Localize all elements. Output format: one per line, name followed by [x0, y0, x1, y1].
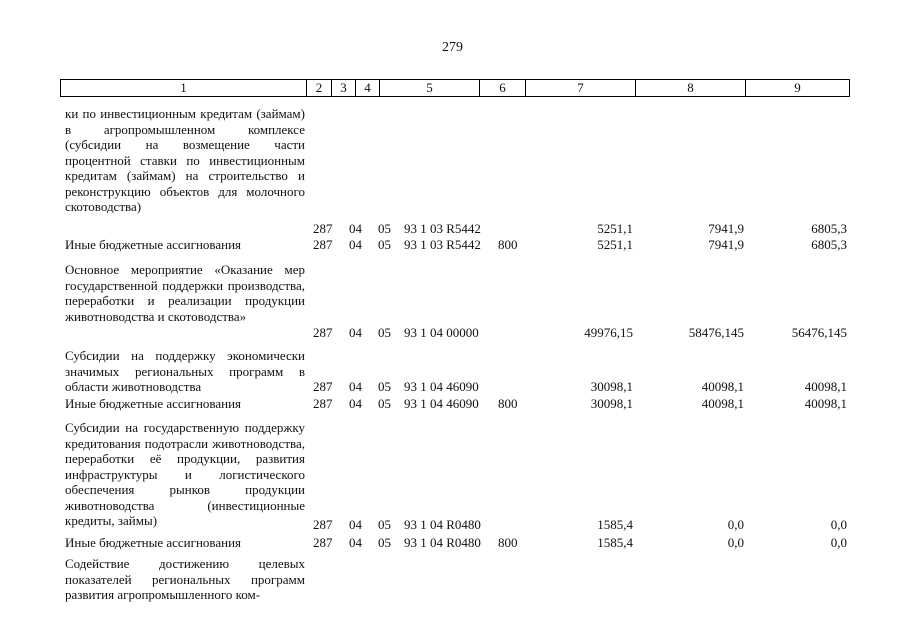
- row-section: 04: [349, 237, 362, 252]
- row-admin-code: 287: [313, 221, 333, 236]
- row-section: 04: [349, 325, 362, 340]
- header-col-4: 4: [355, 80, 379, 96]
- row-value-year-1: 5251,1: [597, 237, 633, 252]
- row-value-year-1: 30098,1: [590, 379, 633, 394]
- header-col-8: 8: [635, 80, 745, 96]
- row-description: ки по инвестиционным кредитам (займам) в агропромышленном комплексе (субсидии на возмещение части процентной ставки по инвестиционным кредитам (займам) на строительство и реконструкцию объектов для молочного скотоводства): [65, 106, 305, 214]
- row-description: Содействие достижению целевых показателей региональных программ развития агропромышленного ком-: [65, 556, 305, 602]
- row-value-year-1: 5251,1: [597, 221, 633, 236]
- header-col-6: 6: [479, 80, 525, 96]
- row-value-year-3: 6805,3: [811, 237, 847, 252]
- header-col-1: 1: [180, 80, 187, 95]
- page-number: 279: [442, 40, 463, 55]
- row-section: 04: [349, 517, 362, 532]
- header-col-5: 5: [379, 80, 479, 96]
- row-value-year-3: 40098,1: [804, 396, 847, 411]
- header-col-9: 9: [745, 80, 849, 96]
- row-description: Иные бюджетные ассигнования: [65, 396, 242, 411]
- row-value-year-2: 58476,145: [688, 325, 744, 340]
- header-col-2: 2: [306, 80, 331, 96]
- row-admin-code: 287: [313, 325, 333, 340]
- row-value-year-2: 40098,1: [701, 396, 744, 411]
- row-value-year-2: 0,0: [727, 535, 744, 550]
- row-target-code: 93 1 04 R0480: [404, 517, 481, 532]
- row-target-code: 93 1 03 R5442: [404, 237, 481, 252]
- header-col-3: 3: [331, 80, 355, 96]
- row-admin-code: 287: [313, 237, 333, 252]
- row-value-year-2: 40098,1: [701, 379, 744, 394]
- row-description: Основное мероприятие «Оказание мер государственной поддержки производства, переработки и реализации продукции животноводства и скотоводства»: [65, 262, 305, 324]
- row-admin-code: 287: [313, 517, 333, 532]
- row-value-year-3: 0,0: [830, 517, 847, 532]
- row-subsection: 05: [378, 379, 391, 394]
- row-description: Субсидии на поддержку экономически значимых региональных программ в области животноводства: [65, 348, 305, 394]
- row-description: Иные бюджетные ассигнования: [65, 535, 242, 550]
- row-value-year-1: 1585,4: [597, 535, 633, 550]
- row-description: Субсидии на государственную поддержку кредитования подотрасли животноводства, переработки её продукции, развития инфраструктуры и логистического обеспечения рынков продукции животноводства (инвестиционные кредиты, займы): [65, 420, 305, 528]
- row-value-year-3: 56476,145: [791, 325, 847, 340]
- row-subsection: 05: [378, 325, 391, 340]
- row-subsection: 05: [378, 535, 391, 550]
- row-value-year-3: 6805,3: [811, 221, 847, 236]
- row-value-year-2: 7941,9: [708, 221, 744, 236]
- row-expense-type: 800: [498, 396, 518, 411]
- row-admin-code: 287: [313, 535, 333, 550]
- row-value-year-1: 30098,1: [590, 396, 633, 411]
- row-target-code: 93 1 04 R0480: [404, 535, 481, 550]
- row-expense-type: 800: [498, 237, 518, 252]
- row-value-year-2: 0,0: [727, 517, 744, 532]
- row-section: 04: [349, 221, 362, 236]
- row-subsection: 05: [378, 221, 391, 236]
- row-subsection: 05: [378, 396, 391, 411]
- table-header: [60, 79, 850, 97]
- row-subsection: 05: [378, 237, 391, 252]
- row-value-year-3: 0,0: [830, 535, 847, 550]
- row-admin-code: 287: [313, 379, 333, 394]
- row-expense-type: 800: [498, 535, 518, 550]
- row-section: 04: [349, 379, 362, 394]
- row-section: 04: [349, 535, 362, 550]
- row-value-year-1: 1585,4: [597, 517, 633, 532]
- row-target-code: 93 1 04 46090: [404, 379, 479, 394]
- row-target-code: 93 1 04 46090: [404, 396, 479, 411]
- row-target-code: 93 1 03 R5442: [404, 221, 481, 236]
- row-admin-code: 287: [313, 396, 333, 411]
- row-value-year-3: 40098,1: [804, 379, 847, 394]
- row-section: 04: [349, 396, 362, 411]
- row-description: Иные бюджетные ассигнования: [65, 237, 242, 252]
- header-col-7: 7: [525, 80, 635, 96]
- row-value-year-1: 49976,15: [584, 325, 633, 340]
- row-target-code: 93 1 04 00000: [404, 325, 479, 340]
- row-value-year-2: 7941,9: [708, 237, 744, 252]
- row-subsection: 05: [378, 517, 391, 532]
